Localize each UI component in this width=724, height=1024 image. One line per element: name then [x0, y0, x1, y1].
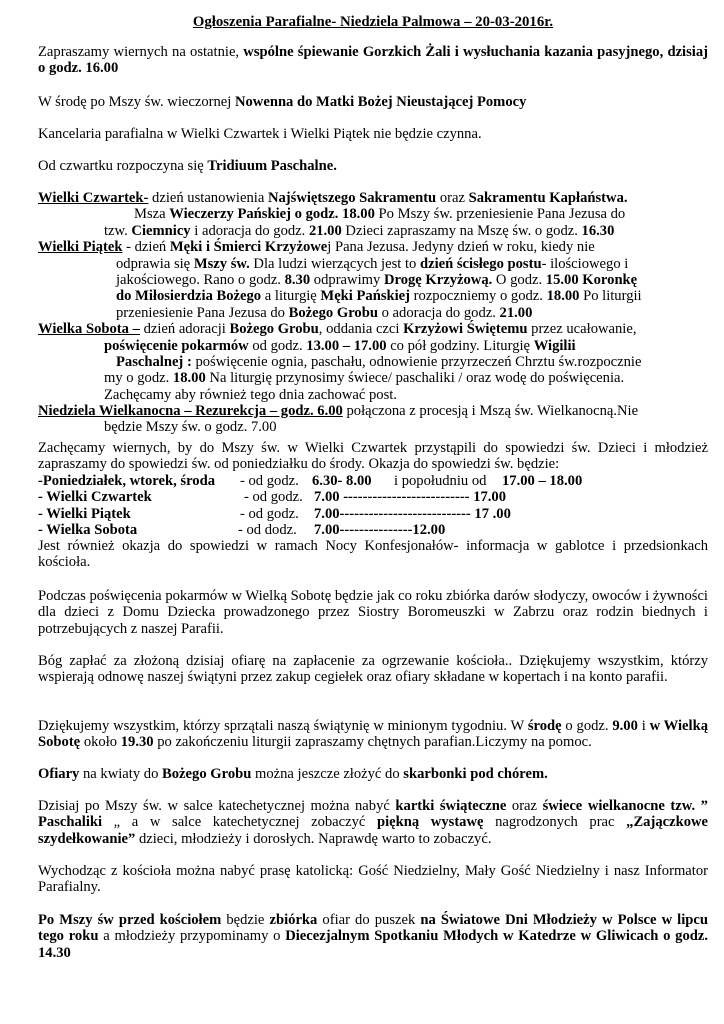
text: Msza [134, 206, 170, 223]
bold-text: piękną wystawę [377, 814, 484, 831]
confession-sep: - od godz. [240, 473, 299, 489]
text: około [80, 734, 121, 751]
bold-text: Ciemnicy [131, 222, 191, 239]
bold-text: 21.00 [499, 304, 533, 321]
text: ofiar do puszek [317, 912, 421, 928]
confession-row [38, 473, 708, 489]
bold-text: 8.30 [284, 271, 311, 288]
text: odprawimy [310, 271, 384, 288]
friday-line-2 [38, 256, 708, 272]
text: Po liturgii [579, 288, 642, 305]
confession-hours: 7.00 -------------------------- 17.00 [314, 489, 507, 506]
friday-line-1 [38, 239, 708, 255]
friday-line-4 [38, 288, 708, 304]
bold-text: Diecezjalnym Spotkaniu Młodych w Katedrze w Gliwicach o godz. 14.30 [38, 928, 709, 961]
bold-text: „Zajączkowe szydełkowanie” [38, 814, 709, 847]
day-label-thursday: Wielki Czwartek- [38, 190, 149, 206]
saturday-line-5: Zachęcamy aby również tego dnia zachować post. [104, 386, 397, 403]
bold-text: 13.00 – 17.00 [306, 337, 387, 354]
text: - ilościowego i [541, 255, 629, 272]
text: W środę po Mszy św. wieczornej [38, 94, 235, 110]
paragraph-triduum [38, 158, 708, 174]
confession-table [38, 473, 708, 539]
text: od godz. [248, 337, 307, 354]
confession-day: - Wielki Piątek [38, 505, 131, 522]
saturday-line-4 [38, 370, 708, 386]
bold-text: skarbonki pod chórem. [403, 766, 548, 782]
text: , oddania czci [318, 321, 404, 338]
paragraph-kancelaria: Kancelaria parafialna w Wielki Czwartek i Wielki Piątek nie będzie czynna. [38, 126, 482, 142]
text: nagrodzonych prac [483, 814, 627, 831]
day-label-saturday: Wielka Sobota – [38, 321, 140, 338]
text: odprawia się [116, 255, 194, 272]
bold-text: Mszy św. [193, 255, 250, 272]
bold-text: 18.00 [172, 370, 206, 387]
text: jakościowego. Rano o godz. [116, 271, 285, 288]
bold-text: Drogę Krzyżową. [383, 271, 493, 288]
sunday-line-2: będzie Mszy św. o godz. 7.00 [104, 419, 277, 436]
bold-text: kartki świąteczne [395, 798, 507, 814]
bold-text: 16.30 [581, 222, 615, 239]
paragraph-flower-offering [38, 766, 708, 782]
paragraph-nowenna [38, 94, 708, 110]
friday-line-3 [38, 272, 708, 288]
saturday-line-3 [38, 354, 708, 370]
text: można jeszcze złożyć do [251, 766, 404, 782]
bold-text: Po Mszy św przed kościołem [38, 912, 222, 928]
text: Na liturgię przynosimy świece/ paschaliki / oraz wodę do poświęcenia. [205, 370, 625, 387]
text: Dzieci zapraszamy na Mszę św. o godz. [341, 222, 582, 239]
text: połączona z procesją i Mszą św. Wielkanocną.Nie [342, 403, 639, 420]
thursday-line-1 [38, 190, 708, 206]
bold-text: Ofiary [38, 766, 80, 782]
confession-row [38, 506, 708, 522]
bold-text: Wieczerzy Pańskiej o godz. 18.00 [169, 206, 375, 223]
friday-line-5 [38, 305, 708, 321]
text: j Pana Jezusa. Jedyny dzień w roku, kiedy nie [327, 239, 595, 256]
sunday-line-1 [38, 403, 708, 419]
thursday-line-3 [38, 223, 708, 239]
text: Dziękujemy wszystkim, którzy sprzątali naszą świątynię w minionym tygodniu. W [38, 718, 528, 734]
confession-hours: 7.00--------------------------- 17 .00 [314, 505, 511, 522]
text: rozpoczniemy o godz. [410, 288, 547, 305]
text: „ a w salce katechetycznej zobaczyć [102, 814, 378, 831]
text: Od czwartku rozpoczyna się [38, 158, 208, 174]
bold-text: 18.00 [546, 288, 580, 305]
text: przeniesienie Pana Jezusa do [116, 304, 289, 321]
text: poświęcenie ognia, paschału, odnowienie przyrzeczeń Chrztu św.rozpocznie [191, 353, 642, 370]
confession-hours: 7.00---------------12.00 [314, 522, 446, 539]
bold-text: Krzyżowi Świętemu [403, 321, 528, 338]
bold-text: Bożego Grobu [288, 304, 378, 321]
text: dzień ustanowienia [148, 190, 268, 206]
bold-text: Sakramentu Kapłaństwa. [468, 190, 628, 206]
text: o godz. [561, 718, 613, 734]
confession-sep: - od godz. [244, 489, 303, 506]
confession-intro: Zachęcamy wiernych, by do Mszy św. w Wielki Czwartek przystąpili do spowiedzi św. Dzieci i młodzież zapraszamy do spowiedzi św. od poniedziałku do środy. Okazja do spowiedzi św. będzie: [38, 440, 708, 473]
bold-text: Wigilii [533, 337, 576, 354]
bold-text: Męki Pańskiej [320, 288, 411, 305]
bold-text: na Światowe Dni Młodzieży w Polsce w lipcu tego roku [38, 912, 708, 945]
text: będzie [221, 912, 270, 928]
text: tzw. [104, 222, 132, 239]
paragraph-gorzkie-zale [38, 44, 708, 77]
text: a młodzieży przypominamy o [98, 928, 286, 945]
text: przez ucałowanie, [527, 321, 637, 338]
bold-text: w Wielką Sobotę [38, 718, 708, 751]
text: - dzień [122, 239, 170, 256]
triduum-schedule [38, 190, 708, 436]
confession-hours-2: 17.00 – 18.00 [502, 473, 583, 489]
confession-day: - Wielki Czwartek [38, 489, 152, 506]
bold-text: zbiórka [269, 912, 318, 928]
confession-row [38, 522, 708, 538]
text: Dzisiaj po Mszy św. w salce katechetycznej można nabyć [38, 798, 396, 814]
text: Po Mszy św. przeniesienie Pana Jezusa do [374, 206, 626, 223]
text: oraz [436, 190, 469, 206]
confession-hours: 6.30- 8.00 [312, 473, 372, 489]
confession-outro: Jest również okazja do spowiedzi w ramach Nocy Konfesjonałów- informacja w gablotce i przedsionkach kościoła. [38, 538, 708, 571]
text: dzień adoracji [139, 321, 230, 338]
text: O godz. [492, 271, 546, 288]
bold-text: Najświętszego Sakramentu [267, 190, 437, 206]
text: i adoracja do godz. [190, 222, 309, 239]
bold-text: Bożego Grobu [162, 766, 252, 782]
bold-text: do Miłosierdzia Bożego [116, 288, 262, 305]
bold-text: poświęcenie pokarmów [104, 337, 249, 354]
confession-row [38, 489, 708, 505]
paragraph-offering-thanks: Bóg zapłać za złożoną dzisiaj ofiarę na zapłacenie za ogrzewanie kościoła.. Dziękujemy wszystkim, którzy wspierają odnowę naszej świątyni przez zakup cegiełek oraz ofiary składane w kopertach i na konto parafii. [38, 653, 708, 686]
paragraph-easter-cards [38, 798, 708, 847]
saturday-line-2 [38, 338, 708, 354]
confession-day: -Poniedziałek, wtorek, środa [38, 473, 216, 489]
bold-text: Paschalnej : [116, 353, 192, 370]
bold-text: świece wielkanocne tzw. ” Paschaliki [38, 798, 708, 831]
text: co pół godziny. Liturgię [386, 337, 534, 354]
text: dzieci, młodzieży i dorosłych. Naprawdę warto to zobaczyć. [135, 830, 492, 847]
bold-text: 9.00 [612, 718, 638, 734]
confession-sep: - od godz. [240, 505, 299, 522]
text: oraz [506, 798, 543, 814]
bold-text: dzień ścisłego postu [419, 255, 542, 272]
bold-text: 19.30 [120, 734, 154, 751]
text: Dla ludzi wierzących jest to [249, 255, 420, 272]
text: Zapraszamy wiernych na ostatnie, [38, 44, 244, 60]
text: my o godz. [104, 370, 173, 387]
bold-text: 21.00 [308, 222, 342, 239]
bold-text: Męki i Śmierci Krzyżowe [169, 239, 328, 256]
confession-day: - Wielka Sobota [38, 522, 138, 539]
bold-text: wspólne śpiewanie Gorzkich Żali i wysłuchania kazania pasyjnego, dzisiaj o godz. 16.00 [38, 44, 709, 77]
saturday-line-1 [38, 321, 708, 337]
text: i [637, 718, 650, 734]
day-label-friday: Wielki Piątek [38, 239, 123, 256]
text: na kwiaty do [79, 766, 163, 782]
text: a liturgię [261, 288, 321, 305]
confession-sep: - od dodz. [238, 522, 297, 539]
thursday-line-2 [38, 206, 708, 222]
confession-mid: i popołudniu od [394, 473, 487, 489]
paragraph-youth-collection [38, 912, 708, 961]
paragraph-food-collection: Podczas poświęcenia pokarmów w Wielką Sobotę będzie jak co roku zbiórka darów słodyczy, owoców i żywności dla dzieci z Domu Dziecka prowadzonego przez Siostry Boromeuszki w Zabrzu oraz rodzin biednych i potrzebujących z naszej Parafii. [38, 588, 708, 637]
text: po zakończeniu liturgii zapraszamy chętnych parafian.Liczymy na pomoc. [153, 734, 592, 751]
paragraph-cleaning [38, 718, 708, 751]
text: o adoracja do godz. [377, 304, 500, 321]
bold-text: Nowenna do Matki Bożej Nieustającej Pomocy [234, 94, 527, 110]
bold-text: 15.00 Koronkę [545, 271, 638, 288]
bold-text: Tridiuum Paschalne. [207, 158, 337, 174]
day-label-sunday: Niedziela Wielkanocna – Rezurekcja – godz. 6.00 [38, 403, 343, 420]
page-title: Ogłoszenia Parafialne- Niedziela Palmowa – 20-03-2016r. [192, 14, 554, 30]
paragraph-catholic-press: Wychodząc z kościoła można nabyć prasę katolicką: Gość Niedzielny, Mały Gość Niedzielny i nasz Informator Parafialny. [38, 863, 708, 896]
bold-text: Bożego Grobu [229, 321, 319, 338]
bold-text: środę [527, 718, 562, 734]
